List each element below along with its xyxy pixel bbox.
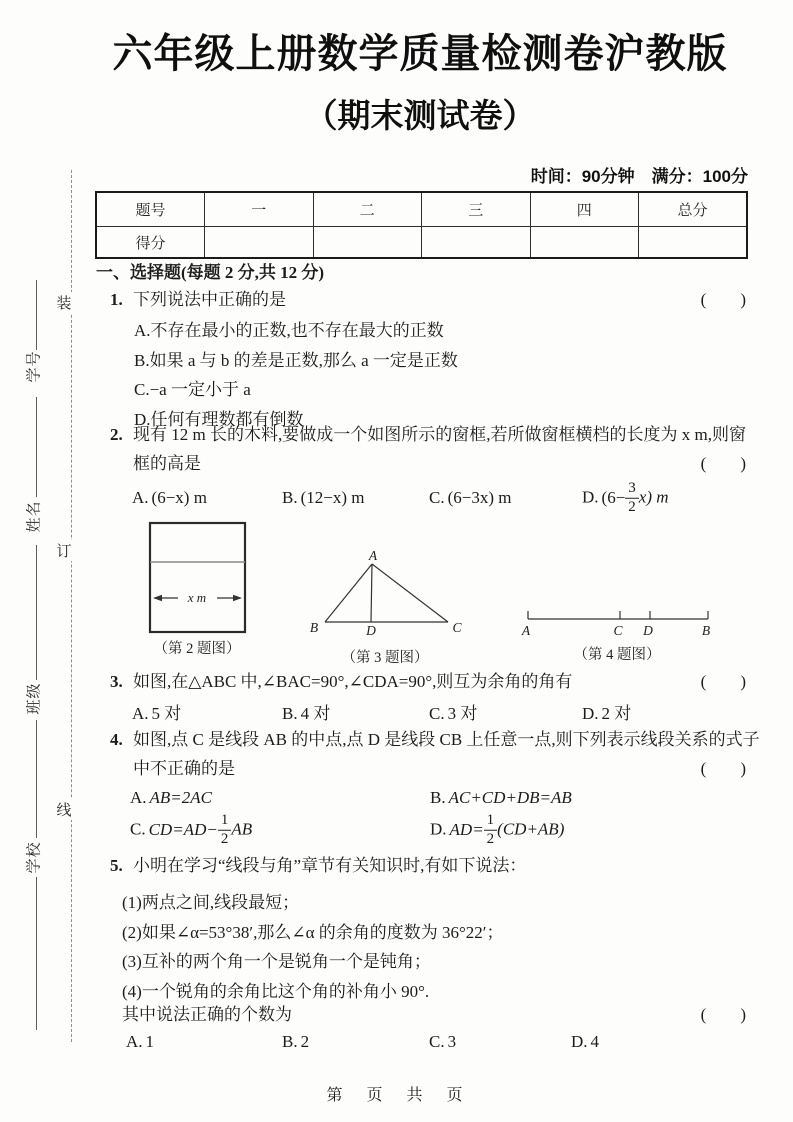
time-score-info: 时间：90分钟 满分：100分 bbox=[530, 167, 748, 186]
answer-bracket: ( ) bbox=[700, 1005, 746, 1024]
option-d: D. (6− $\frac{3}{2}$ x) m bbox=[582, 479, 669, 515]
option-b: B.如果 a 与 b 的差是正数,那么 a 一定是正数 bbox=[134, 350, 458, 370]
statement-3: (3)互补的两个角一个是锐角一个是钝角； bbox=[122, 952, 431, 971]
diagram-caption: （第 2 题图） bbox=[153, 641, 241, 657]
svg-text:D: D bbox=[643, 623, 653, 638]
question-text: 如图,点 C 是线段 AB 的中点,点 D 是线段 CB 上任意一点,则下列表示线段关系的式子 bbox=[133, 730, 760, 749]
answer-bracket: ( ) bbox=[700, 672, 746, 691]
statement-1: (1)两点之间,线段最短； bbox=[122, 893, 300, 912]
option-c: C.−a 一定小于 a bbox=[134, 380, 251, 399]
question-2-options bbox=[96, 478, 748, 518]
svg-text:B: B bbox=[701, 623, 711, 638]
diagram-caption: （第 3 题图） bbox=[341, 650, 429, 666]
blank-line bbox=[36, 877, 37, 1030]
window-frame-diagram bbox=[148, 521, 248, 639]
score-table-header-cell: 一 bbox=[205, 192, 314, 227]
option-a: A.不存在最小的正数,也不存在最大的正数 bbox=[134, 321, 444, 340]
question-number: 2. bbox=[110, 425, 123, 444]
page-title: 六年级上册数学质量检测卷沪教版 bbox=[112, 32, 728, 76]
fraction: $\frac{1}{2}$ bbox=[218, 813, 232, 848]
option-c: C. 3 对 bbox=[429, 704, 478, 723]
question-text: 现有 12 m 长的木料,要做成一个如图所示的窗框,若所做窗框横档的长度为 x m,则窗 bbox=[133, 425, 746, 444]
question-text: 其中说法正确的个数为 bbox=[122, 1005, 292, 1024]
answer-bracket: ( ) bbox=[700, 454, 746, 473]
question-3-options bbox=[96, 699, 748, 731]
option-b: B. 4 对 bbox=[282, 704, 331, 723]
question-text: 如图,在△ABC 中,∠BAC=90°,∠CDA=90°,则互为余角的角有 bbox=[133, 672, 573, 691]
margin-field-name: 姓名 bbox=[26, 500, 43, 533]
option-c: C. 3 bbox=[429, 1032, 457, 1051]
fraction: $\frac{1}{2}$ bbox=[484, 813, 498, 848]
score-table-header-cell: 总分 bbox=[639, 192, 748, 227]
question-text: 小明在学习“线段与角”章节有关知识时,有如下说法： bbox=[133, 856, 527, 875]
section-heading bbox=[96, 262, 748, 284]
question-5-statements bbox=[122, 888, 748, 1006]
blank-line bbox=[36, 545, 37, 680]
option-a: A. 5 对 bbox=[132, 704, 182, 723]
question-text: 框的高是 bbox=[133, 454, 201, 473]
section-title: 一、选择题 bbox=[96, 263, 181, 282]
score-table-header-cell: 四 bbox=[530, 192, 639, 227]
fraction: $\frac{3}{2}$ bbox=[625, 481, 639, 516]
question-text: 下列说法中正确的是 bbox=[133, 290, 286, 309]
triangle-diagram bbox=[300, 550, 470, 645]
answer-bracket: ( ) bbox=[700, 759, 746, 778]
margin-field-student-id: 学号 bbox=[26, 350, 43, 383]
question-4-options-row2 bbox=[96, 808, 748, 852]
blank-line bbox=[36, 280, 37, 350]
binding-char-ding: 订 bbox=[55, 540, 73, 561]
score-table-header-cell: 题号 bbox=[96, 192, 205, 227]
question-number: 4. bbox=[110, 730, 123, 749]
svg-text:C: C bbox=[452, 620, 462, 635]
section-note: (每题 2 分,共 12 分) bbox=[181, 263, 325, 282]
blank-line bbox=[36, 720, 37, 838]
option-d: D. 4 bbox=[571, 1032, 600, 1051]
question-number: 1. bbox=[110, 290, 123, 309]
svg-text:A: A bbox=[368, 550, 378, 563]
page-subtitle: （期末测试卷） bbox=[304, 97, 536, 134]
svg-text:D: D bbox=[366, 623, 376, 638]
option-b: B. 2 bbox=[282, 1032, 310, 1051]
svg-text:A: A bbox=[521, 623, 531, 638]
question-4 bbox=[110, 729, 760, 751]
option-a: A. AB=2AC bbox=[130, 788, 212, 807]
question-2 bbox=[110, 424, 748, 446]
question-5-tail bbox=[99, 1004, 748, 1026]
svg-text:B: B bbox=[309, 620, 319, 635]
option-a: A. (6−x) m bbox=[132, 488, 207, 507]
svg-text:C: C bbox=[613, 623, 623, 638]
statement-4: (4)一个锐角的余角比这个角的补角小 90°. bbox=[122, 981, 430, 1001]
answer-bracket: ( ) bbox=[700, 290, 746, 309]
question-number: 5. bbox=[110, 856, 123, 875]
margin-field-school: 学校 bbox=[26, 841, 43, 874]
segment-diagram bbox=[518, 605, 718, 644]
option-c: C. (6−3x) m bbox=[429, 488, 512, 507]
blank-line bbox=[36, 397, 37, 497]
question-1 bbox=[110, 289, 748, 311]
exam-body bbox=[96, 0, 760, 1122]
diagram-caption: （第 4 题图） bbox=[573, 647, 661, 663]
option-b: B. (12−x) m bbox=[282, 488, 365, 507]
option-b: B. AC+CD+DB=AB bbox=[430, 788, 572, 807]
question-3 bbox=[110, 671, 748, 693]
score-table-header-cell: 三 bbox=[422, 192, 531, 227]
question-2-line2 bbox=[110, 453, 748, 475]
option-a: A. 1 bbox=[126, 1032, 155, 1051]
question-text: 中不正确的是 bbox=[133, 759, 235, 778]
option-d: D.任何有理数都有倒数 bbox=[134, 409, 304, 429]
question-4-line2 bbox=[110, 758, 748, 780]
question-number: 3. bbox=[110, 672, 123, 691]
question-1-options bbox=[134, 316, 748, 434]
statement-2: (2)如果∠α=53°38′,那么∠α 的余角的度数为 36°22′； bbox=[122, 922, 504, 942]
margin-field-class: 班级 bbox=[26, 682, 43, 715]
binding-char-zhuang: 装 bbox=[55, 292, 73, 313]
svg-text:x m: x m bbox=[187, 590, 207, 605]
question-5 bbox=[110, 855, 748, 877]
option-d: D. 2 对 bbox=[582, 704, 632, 723]
question-5-options bbox=[96, 1032, 748, 1064]
option-c: C. CD=AD− $\frac{1}{2}$ AB bbox=[130, 811, 253, 847]
binding-char-xian: 线 bbox=[55, 799, 73, 820]
page-footer: 第 页 共 页 bbox=[326, 1087, 467, 1104]
score-row-label: 得分 bbox=[96, 227, 205, 259]
option-d: D. AD= $\frac{1}{2}$ (CD+AB) bbox=[430, 811, 565, 847]
score-table-header-cell: 二 bbox=[313, 192, 422, 227]
